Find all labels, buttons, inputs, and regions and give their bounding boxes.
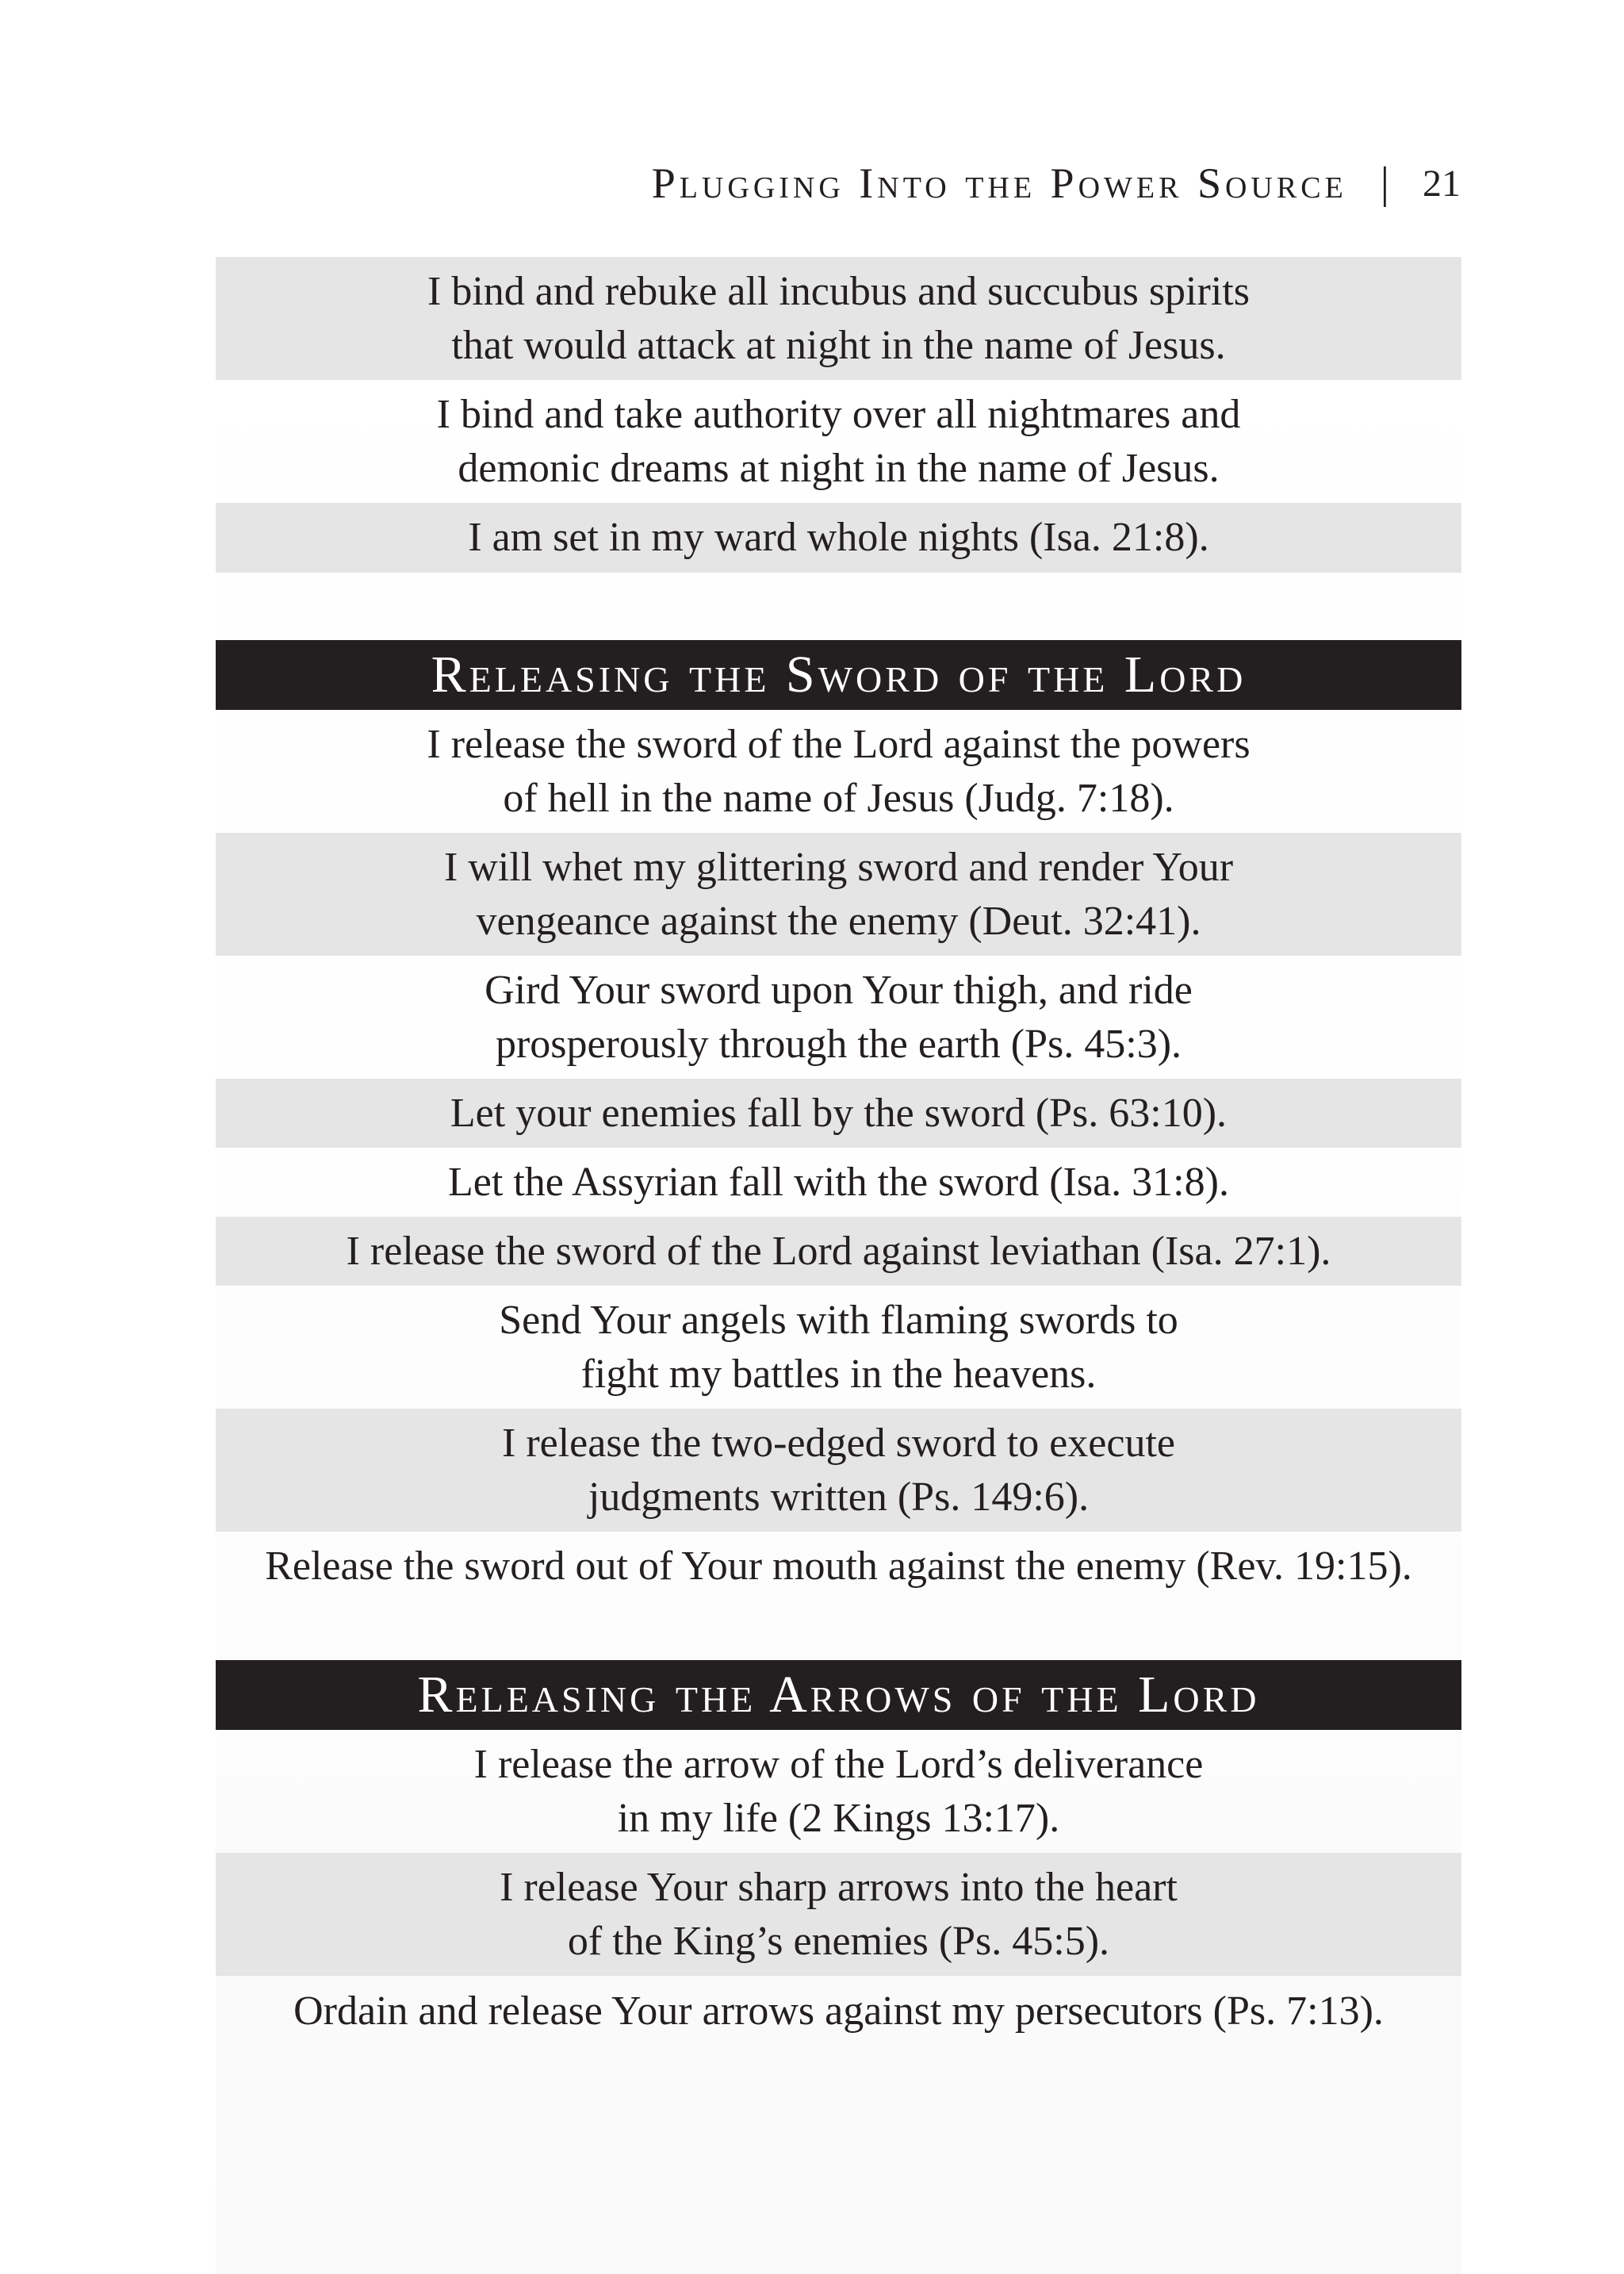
- prayer-line: Ordain and release Your arrows against my persecutors (Ps. 7:13).: [293, 1988, 1384, 2034]
- prayer-row: [216, 1532, 1461, 1601]
- prayer-line: prosperously through the earth (Ps. 45:3).: [495, 1021, 1182, 1067]
- prayer-line: that would attack at night in the name of Jesus.: [451, 322, 1226, 368]
- prayer-line: I bind and rebuke all incubus and succubus spirits: [427, 268, 1250, 314]
- prayer-line: Release the sword out of Your mouth against the enemy (Rev. 19:15).: [265, 1543, 1412, 1589]
- prayer-line: vengeance against the enemy (Deut. 32:41).: [476, 898, 1201, 944]
- prayer-line: demonic dreams at night in the name of Jesus.: [458, 445, 1220, 491]
- prayer-row: [216, 503, 1461, 573]
- prayer-line: of hell in the name of Jesus (Judg. 7:18).: [503, 775, 1174, 821]
- header-separator: |: [1380, 159, 1389, 208]
- prayer-row: [216, 257, 1461, 380]
- prayer-row: [216, 380, 1461, 503]
- prayer-line: Send Your angels with flaming swords to: [499, 1297, 1178, 1343]
- running-head: Plugging Into the Power Source: [651, 159, 1347, 207]
- prayer-line: judgments written (Ps. 149:6).: [588, 1474, 1090, 1520]
- page-header: [0, 155, 1461, 211]
- prayer-row: [216, 1286, 1461, 1409]
- prayer-row: [216, 1853, 1461, 1976]
- prayer-line: Let your enemies fall by the sword (Ps. 63:10).: [450, 1090, 1228, 1136]
- section-heading-sword: Releasing the Sword of the Lord: [216, 640, 1461, 710]
- prayer-line: I will whet my glittering sword and render Your: [443, 844, 1234, 890]
- prayer-row: [216, 1409, 1461, 1532]
- prayer-line: I bind and take authority over all nightmares and: [436, 391, 1241, 437]
- prayer-line: I release the two-edged sword to execute: [502, 1420, 1175, 1466]
- prayer-line: Gird Your sword upon Your thigh, and ride: [485, 967, 1193, 1013]
- prayer-row: [216, 1730, 1461, 1853]
- prayer-line: of the King’s enemies (Ps. 45:5).: [567, 1918, 1110, 1964]
- prayer-row: [216, 1976, 1461, 2047]
- prayer-line: I release the sword of the Lord against leviathan (Isa. 27:1).: [346, 1228, 1331, 1274]
- prayer-row: [216, 1148, 1461, 1217]
- prayer-line: in my life (2 Kings 13:17).: [617, 1795, 1060, 1841]
- prayer-line: I am set in my ward whole nights (Isa. 21:8).: [468, 515, 1209, 560]
- page-number: 21: [1423, 162, 1461, 205]
- prayer-line: I release Your sharp arrows into the heart: [500, 1864, 1178, 1910]
- prayer-line: Let the Assyrian fall with the sword (Isa. 31:8).: [448, 1159, 1229, 1205]
- prayer-row: [216, 1217, 1461, 1286]
- prayer-row: [216, 710, 1461, 833]
- prayer-list: [216, 257, 1461, 2274]
- prayer-row: [216, 1079, 1461, 1148]
- section-heading-arrows: Releasing the Arrows of the Lord: [216, 1660, 1461, 1730]
- prayer-line: I release the sword of the Lord against the powers: [427, 721, 1251, 767]
- prayer-line: I release the arrow of the Lord’s deliverance: [473, 1741, 1204, 1787]
- prayer-line: fight my battles in the heavens.: [580, 1351, 1097, 1397]
- prayer-row: [216, 833, 1461, 956]
- prayer-row: [216, 956, 1461, 1079]
